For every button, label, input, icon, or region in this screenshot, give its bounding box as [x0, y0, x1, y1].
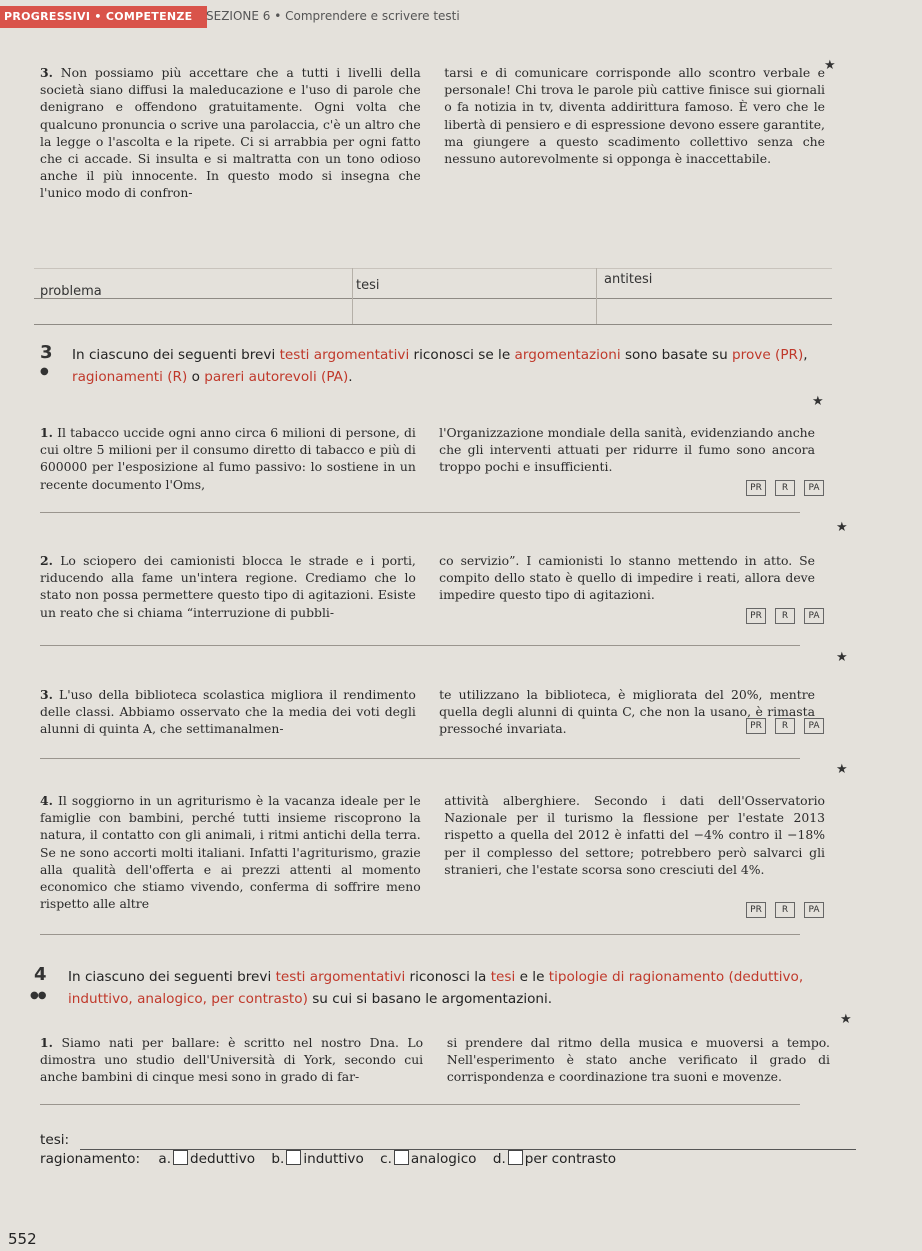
option-r-checkbox[interactable]: R — [775, 480, 795, 496]
option-r-checkbox[interactable]: R — [775, 902, 795, 918]
difficulty-star-icon: ★ — [836, 762, 848, 777]
option-pa-checkbox[interactable]: PA — [804, 902, 824, 918]
analogico-checkbox[interactable] — [394, 1150, 409, 1165]
option-c: c. analogico — [380, 1151, 477, 1167]
text-item-3 — [40, 64, 825, 202]
option-r-checkbox[interactable]: R — [775, 608, 795, 624]
ex3-item-3-options — [746, 718, 824, 734]
option-pr-checkbox[interactable]: PR — [746, 480, 766, 496]
divider — [40, 934, 800, 935]
difficulty-star-icon: ★ — [836, 650, 848, 665]
exercise-4-number: 4 — [34, 964, 47, 985]
difficulty-star-icon: ★ — [836, 520, 848, 535]
header-section-title: SEZIONE 6 • Comprendere e scrivere testi — [206, 9, 460, 23]
text-item-3-right: tarsi e di comunicare corrisponde allo scontro verbale e personale! Chi trova le parole più cattive finisce sui giornali o fa notizia in tv, diventa addirittura famoso. È vero che le libertà di pensiero e di espressione devono essere garantite, ma giungere a questo scadimento collettivo senza che nessuno autorevolmente si opponga è inaccettabile. — [444, 65, 825, 167]
page-header — [0, 0, 922, 32]
tesi-label: tesi: — [40, 1132, 70, 1148]
option-pr-checkbox[interactable]: PR — [746, 718, 766, 734]
option-pa-checkbox[interactable]: PA — [804, 480, 824, 496]
ex3-item-3: 3. L'uso della biblioteca scolastica migliora il rendimento delle classi. Abbiamo osservato che la media dei voti degli alunni di quinta A, che settimanalmen- te utilizzano la biblioteca, è migliorata del 20%, mentre quella degli alunni di quinta C, che non la usano, è rimasta pressoché invariata. — [40, 687, 815, 737]
option-pr-checkbox[interactable]: PR — [746, 902, 766, 918]
option-pa-checkbox[interactable]: PA — [804, 608, 824, 624]
header-tag: PROGRESSIVI • COMPETENZE — [0, 6, 207, 28]
option-b: b. induttivo — [271, 1151, 364, 1167]
divider — [40, 758, 800, 759]
table-header-tesi: tesi — [356, 278, 380, 293]
exercise-3-number: 3 — [40, 342, 53, 363]
ex3-item-1-options — [746, 480, 824, 496]
text-item-3-left: 3. Non possiamo più accettare che a tutti i livelli della società siano diffusi la maleducazione e l'uso di parole che denigrano e offendono gratuitamente. Ogni volta che qualcuno pronuncia o scrive una parolaccia, c'è un altro che la legge o l'ascolta e la ripete. Ci si arrabbia per ogni fatto che ci accade. Si insulta e si maltratta con un tono odioso anche il più innocente. In questo modo si insegna che l'unico modo di confron- — [40, 65, 421, 201]
ex3-item-4-options — [746, 902, 824, 918]
ex3-item-4: 4. Il soggiorno in un agriturismo è la vacanza ideale per le famiglie con bambini, perché tutti insieme riscoprono la natura, il contatto con gli animali, i ritmi antichi della terra. Se ne sono accorti molti italiani. Infatti l'agriturismo, grazie alla qualità dell'offerta e ai prezzi attenti al momento economico che stiamo vivendo, conferma di soffrire meno rispetto alle altre attività alberghiere. Secondo i dati dell'Osservatorio Nazionale per il turismo la flessione per l'estate 2013 rispetto a quella del 2012 è infatti del −4% contro il −18% per il complesso del settore; potrebbero però salvarci gli stranieri, che l'estate scorsa sono cresciuti del 4%. — [40, 793, 825, 912]
option-r-checkbox[interactable]: R — [775, 718, 795, 734]
table-header-problema: problema — [40, 284, 102, 299]
tesi-answer-field[interactable] — [80, 1137, 856, 1150]
option-pa-checkbox[interactable]: PA — [804, 718, 824, 734]
induttivo-checkbox[interactable] — [286, 1150, 301, 1165]
divider — [40, 512, 800, 513]
tesi-line — [40, 1132, 69, 1148]
difficulty-star-icon: ★ — [824, 58, 836, 73]
deduttivo-checkbox[interactable] — [173, 1150, 188, 1165]
argument-table — [34, 268, 832, 326]
exercise-3-difficulty: ● — [40, 366, 48, 377]
ragionamento-options — [40, 1150, 616, 1167]
table-header-antitesi: antitesi — [604, 272, 653, 287]
exercise-3-instructions: In ciascuno dei seguenti brevi testi argomentativi riconosci se le argomentazioni sono basate su prove (PR), ragionamenti (R) o pareri autorevoli (PA). — [72, 347, 808, 385]
option-d: d. per contrasto — [492, 1151, 617, 1167]
ex3-item-2-options — [746, 608, 824, 624]
option-pr-checkbox[interactable]: PR — [746, 608, 766, 624]
difficulty-star-icon: ★ — [840, 1012, 852, 1027]
ex3-item-1: 1. Il tabacco uccide ogni anno circa 6 milioni di persone, di cui oltre 5 milioni per il consumo diretto di tabacco e più di 600000 per l'esposizione al fumo passivo: lo sostiene in un recente documento l'Oms, l'Organizzazione mondiale della sanità, evidenziando anche che gli interventi attuati per ridurre il fumo sono ancora troppo pochi e insufficienti. — [40, 425, 815, 492]
option-a: a. deduttivo — [158, 1151, 256, 1167]
per-contrasto-checkbox[interactable] — [508, 1150, 523, 1165]
divider — [40, 1104, 800, 1105]
ragionamento-label: ragionamento: — [40, 1151, 141, 1167]
exercise-4-instructions: In ciascuno dei seguenti brevi testi argomentativi riconosci la tesi e le tipologie di ragionamento (deduttivo, induttivo, analogico, per contrasto) su cui si basano le argomentazioni. — [68, 969, 804, 1007]
exercise-4-difficulty: ●● — [30, 990, 46, 1001]
ex4-item-1: 1. Siamo nati per ballare: è scritto nel nostro Dna. Lo dimostra uno studio dell'Università di York, secondo cui anche bambini di cinque mesi sono in grado di far- si prendere dal ritmo della musica e muoversi a tempo. Nell'esperimento è stato anche verificato il grado di corrispondenza e coordinazione tra suoni e movenze. — [40, 1035, 830, 1085]
divider — [40, 645, 800, 646]
difficulty-star-icon: ★ — [812, 394, 824, 409]
page-number: 552 — [8, 1230, 37, 1248]
ex3-item-2: 2. Lo sciopero dei camionisti blocca le strade e i porti, riducendo alla fame un'intera regione. Crediamo che lo stato non possa permettere questo tipo di agitazioni. Esiste un reato che si chiama “interruzione di pubbli- co servizio”. I camionisti lo stanno mettendo in atto. Se compito dello stato è quello di impedire i reati, allora deve impedire questo tipo di agitazioni. — [40, 553, 815, 620]
